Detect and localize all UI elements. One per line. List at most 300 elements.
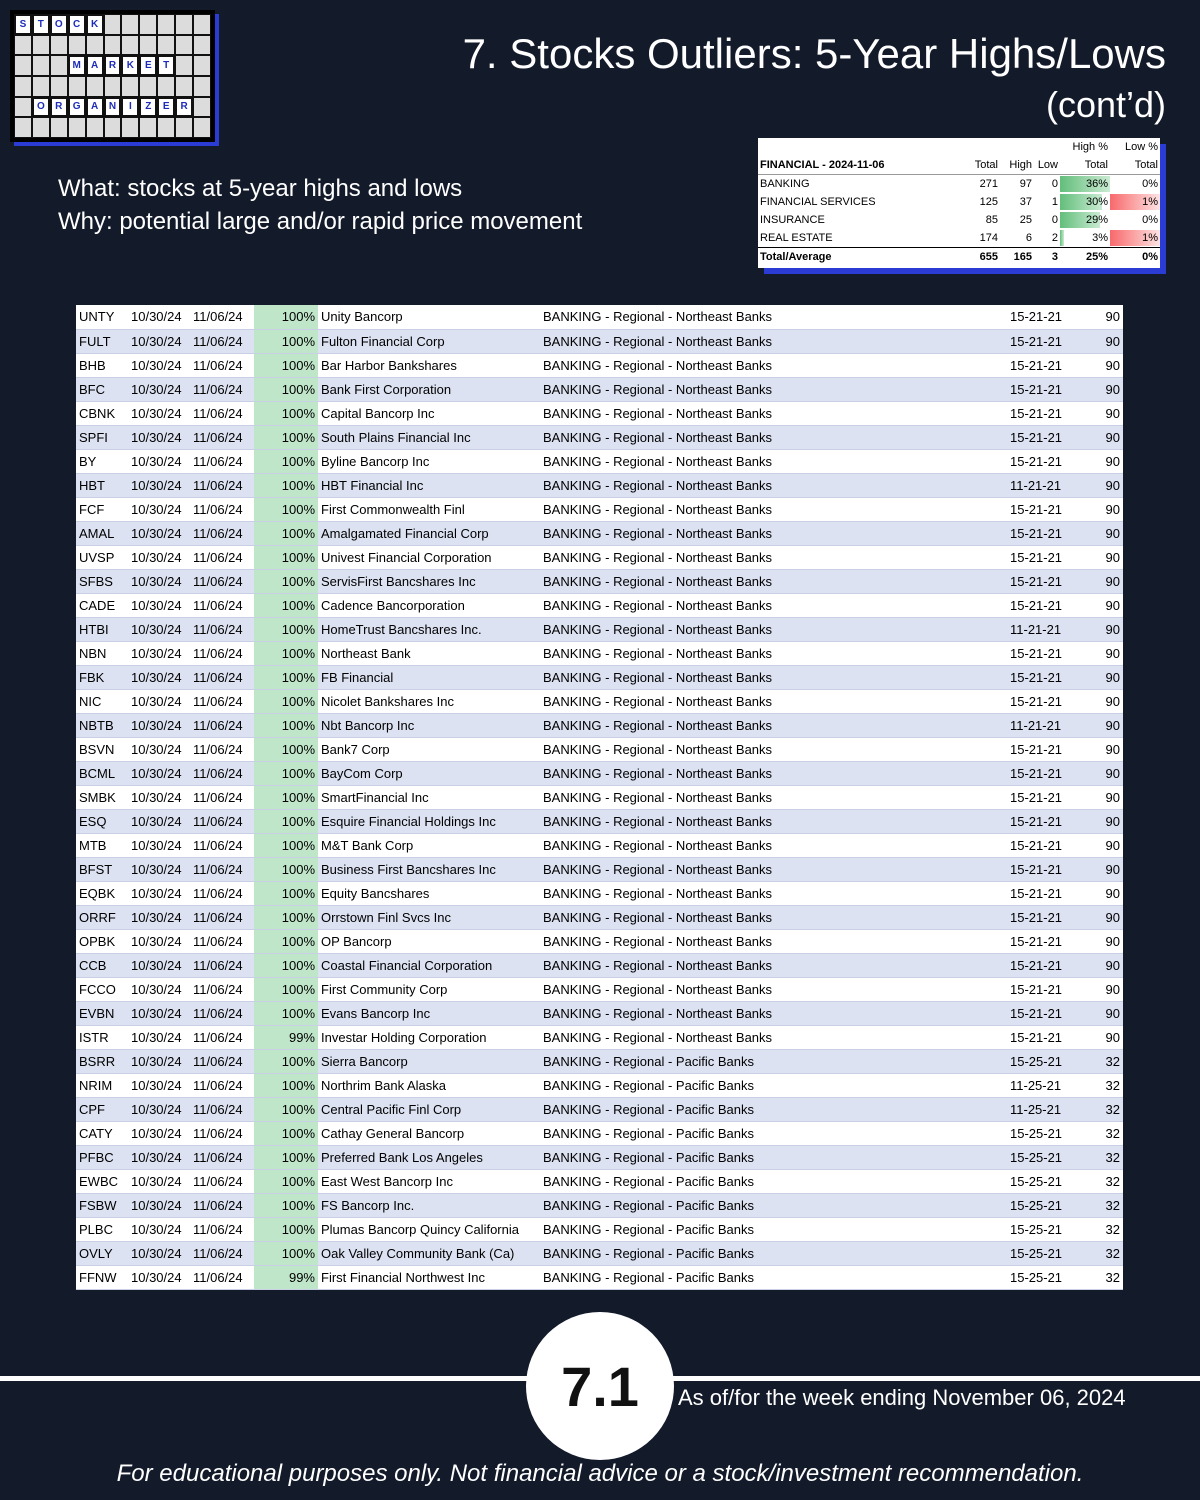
cell-code: 15-25-21 xyxy=(1008,1169,1078,1193)
summary-cell-name: FINANCIAL SERVICES xyxy=(760,196,876,209)
cell-industry: BANKING - Regional - Northeast Banks xyxy=(540,1001,1008,1025)
cell-code: 15-21-21 xyxy=(1008,641,1078,665)
cell-company: OP Bancorp xyxy=(318,929,540,953)
cell-industry: BANKING - Regional - Northeast Banks xyxy=(540,953,1008,977)
table-row xyxy=(76,521,1123,545)
cell-end-date: 11/06/24 xyxy=(190,1097,254,1121)
cell-ticker: HTBI xyxy=(76,617,128,641)
cell-start-date: 10/30/24 xyxy=(128,809,190,833)
table-row xyxy=(76,737,1123,761)
logo-cell xyxy=(193,97,211,118)
cell-end-date: 11/06/24 xyxy=(190,1169,254,1193)
cell-ticker: SMBK xyxy=(76,785,128,809)
logo-cell: E xyxy=(139,55,157,76)
cell-end-date: 11/06/24 xyxy=(190,497,254,521)
cell-pct: 100% xyxy=(254,449,318,473)
cell-pct: 100% xyxy=(254,929,318,953)
cell-code: 11-25-21 xyxy=(1008,1073,1078,1097)
table-row xyxy=(76,905,1123,929)
logo-cell xyxy=(32,117,50,138)
logo-cell xyxy=(139,14,157,35)
cell-company: Orrstown Finl Svcs Inc xyxy=(318,905,540,929)
summary-cell-low: 2 xyxy=(1051,232,1058,245)
cell-pct: 100% xyxy=(254,353,318,377)
table-row xyxy=(76,1145,1123,1169)
cell-industry: BANKING - Regional - Northeast Banks xyxy=(540,569,1008,593)
cell-score: 90 xyxy=(1078,761,1123,785)
cell-pct: 100% xyxy=(254,1145,318,1169)
summary-total-total: 655 xyxy=(948,248,1000,266)
cell-industry: BANKING - Regional - Northeast Banks xyxy=(540,641,1008,665)
cell-code: 15-21-21 xyxy=(1008,569,1078,593)
disclaimer: For educational purposes only. Not financial advice or a stock/investment recommendation. xyxy=(116,1460,1084,1487)
summary-total-high: 165 xyxy=(1000,248,1034,266)
page-title: 7. Stocks Outliers: 5-Year Highs/Lows xyxy=(462,30,1166,77)
table-row xyxy=(76,449,1123,473)
cell-end-date: 11/06/24 xyxy=(190,977,254,1001)
logo-cell xyxy=(175,117,193,138)
cell-company: Byline Bancorp Inc xyxy=(318,449,540,473)
cell-industry: BANKING - Regional - Northeast Banks xyxy=(540,425,1008,449)
cell-start-date: 10/30/24 xyxy=(128,473,190,497)
cell-industry: BANKING - Regional - Pacific Banks xyxy=(540,1145,1008,1169)
cell-end-date: 11/06/24 xyxy=(190,593,254,617)
logo-cell: R xyxy=(175,97,193,118)
summary-col-low-pct-top: Low % xyxy=(1124,141,1158,154)
cell-score: 90 xyxy=(1078,785,1123,809)
summary-cell-total: 125 xyxy=(979,196,998,209)
cell-pct: 100% xyxy=(254,761,318,785)
cell-score: 90 xyxy=(1078,977,1123,1001)
low-pct-value: 1% xyxy=(1142,196,1158,209)
cell-company: Plumas Bancorp Quincy California xyxy=(318,1217,540,1241)
cell-ticker: MTB xyxy=(76,833,128,857)
why-text: Why: potential large and/or rapid price movement xyxy=(58,208,583,235)
summary-cell-low: 1 xyxy=(1051,196,1058,209)
cell-company: Investar Holding Corporation xyxy=(318,1025,540,1049)
cell-pct: 100% xyxy=(254,689,318,713)
logo-cell xyxy=(104,35,122,56)
summary-col-low-pct: Total xyxy=(1110,156,1160,174)
table-row xyxy=(76,305,1123,329)
cell-company: Nicolet Bankshares Inc xyxy=(318,689,540,713)
table-row xyxy=(76,545,1123,569)
cell-end-date: 11/06/24 xyxy=(190,521,254,545)
cell-score: 90 xyxy=(1078,833,1123,857)
logo-cell xyxy=(50,55,68,76)
cell-start-date: 10/30/24 xyxy=(128,329,190,353)
cell-company: Fulton Financial Corp xyxy=(318,329,540,353)
cell-end-date: 11/06/24 xyxy=(190,713,254,737)
logo-cell xyxy=(86,76,104,97)
table-row xyxy=(76,833,1123,857)
cell-end-date: 11/06/24 xyxy=(190,665,254,689)
cell-industry: BANKING - Regional - Pacific Banks xyxy=(540,1073,1008,1097)
cell-code: 15-25-21 xyxy=(1008,1217,1078,1241)
cell-code: 15-21-21 xyxy=(1008,1025,1078,1049)
cell-score: 32 xyxy=(1078,1241,1123,1265)
cell-ticker: BSRR xyxy=(76,1049,128,1073)
cell-code: 15-25-21 xyxy=(1008,1193,1078,1217)
cell-company: Cathay General Bancorp xyxy=(318,1121,540,1145)
cell-company: Northeast Bank xyxy=(318,641,540,665)
cell-pct: 100% xyxy=(254,1169,318,1193)
cell-pct: 100% xyxy=(254,305,318,329)
cell-score: 90 xyxy=(1078,737,1123,761)
cell-ticker: ESQ xyxy=(76,809,128,833)
logo-cell: G xyxy=(68,97,86,118)
cell-industry: BANKING - Regional - Northeast Banks xyxy=(540,809,1008,833)
cell-start-date: 10/30/24 xyxy=(128,593,190,617)
cell-code: 15-21-21 xyxy=(1008,305,1078,329)
table-row xyxy=(76,857,1123,881)
cell-start-date: 10/30/24 xyxy=(128,833,190,857)
summary-cell-name: INSURANCE xyxy=(760,214,825,227)
summary-cell-high-pct xyxy=(1060,229,1110,247)
cell-code: 15-25-21 xyxy=(1008,1145,1078,1169)
summary-cell-high-pct xyxy=(1060,193,1110,211)
cell-ticker: EVBN xyxy=(76,1001,128,1025)
logo-cell xyxy=(14,35,32,56)
logo-cell: T xyxy=(32,14,50,35)
cell-score: 90 xyxy=(1078,377,1123,401)
low-pct-value: 0% xyxy=(1142,214,1158,227)
table-row xyxy=(76,1001,1123,1025)
cell-ticker: BSVN xyxy=(76,737,128,761)
cell-company: BayCom Corp xyxy=(318,761,540,785)
logo-cell xyxy=(121,76,139,97)
logo-cell xyxy=(193,55,211,76)
cell-industry: BANKING - Regional - Northeast Banks xyxy=(540,977,1008,1001)
cell-start-date: 10/30/24 xyxy=(128,785,190,809)
cell-end-date: 11/06/24 xyxy=(190,1121,254,1145)
cell-industry: BANKING - Regional - Pacific Banks xyxy=(540,1241,1008,1265)
logo-cell xyxy=(139,35,157,56)
table-row xyxy=(76,1121,1123,1145)
logo-cell: K xyxy=(121,55,139,76)
cell-company: Esquire Financial Holdings Inc xyxy=(318,809,540,833)
cell-ticker: CPF xyxy=(76,1097,128,1121)
logo-cell: A xyxy=(86,55,104,76)
cell-ticker: NIC xyxy=(76,689,128,713)
cell-start-date: 10/30/24 xyxy=(128,977,190,1001)
cell-score: 90 xyxy=(1078,641,1123,665)
table-row xyxy=(76,1241,1123,1265)
cell-end-date: 11/06/24 xyxy=(190,473,254,497)
table-row xyxy=(76,425,1123,449)
as-of-date: As of/for the week ending November 06, 2024 xyxy=(678,1385,1126,1410)
cell-start-date: 10/30/24 xyxy=(128,617,190,641)
logo-cell xyxy=(157,76,175,97)
table-row xyxy=(76,881,1123,905)
cell-pct: 100% xyxy=(254,905,318,929)
cell-industry: BANKING - Regional - Pacific Banks xyxy=(540,1193,1008,1217)
logo-cell xyxy=(32,35,50,56)
table-row xyxy=(76,977,1123,1001)
cell-industry: BANKING - Regional - Northeast Banks xyxy=(540,377,1008,401)
logo-cell xyxy=(121,117,139,138)
summary-cell-name: BANKING xyxy=(760,177,810,190)
cell-ticker: FSBW xyxy=(76,1193,128,1217)
cell-start-date: 10/30/24 xyxy=(128,857,190,881)
cell-start-date: 10/30/24 xyxy=(128,689,190,713)
cell-code: 15-21-21 xyxy=(1008,881,1078,905)
cell-pct: 100% xyxy=(254,329,318,353)
table-row xyxy=(76,617,1123,641)
cell-start-date: 10/30/24 xyxy=(128,953,190,977)
table-row xyxy=(76,1097,1123,1121)
cell-industry: BANKING - Regional - Northeast Banks xyxy=(540,713,1008,737)
table-row xyxy=(76,1265,1123,1289)
cell-company: Coastal Financial Corporation xyxy=(318,953,540,977)
cell-code: 15-21-21 xyxy=(1008,833,1078,857)
cell-pct: 100% xyxy=(254,1001,318,1025)
cell-score: 32 xyxy=(1078,1169,1123,1193)
logo-cell xyxy=(157,35,175,56)
logo-cell xyxy=(121,35,139,56)
cell-ticker: BHB xyxy=(76,353,128,377)
cell-start-date: 10/30/24 xyxy=(128,1145,190,1169)
cell-industry: BANKING - Regional - Pacific Banks xyxy=(540,1169,1008,1193)
description xyxy=(58,172,582,238)
logo-cell: E xyxy=(157,97,175,118)
cell-ticker: OVLY xyxy=(76,1241,128,1265)
logo-cell xyxy=(175,35,193,56)
cell-ticker: ORRF xyxy=(76,905,128,929)
cell-ticker: CBNK xyxy=(76,401,128,425)
summary-row xyxy=(758,211,1160,229)
logo-cell xyxy=(14,55,32,76)
cell-end-date: 11/06/24 xyxy=(190,1049,254,1073)
cell-end-date: 11/06/24 xyxy=(190,953,254,977)
logo-cell xyxy=(50,76,68,97)
cell-pct: 100% xyxy=(254,785,318,809)
table-row xyxy=(76,1193,1123,1217)
cell-code: 15-25-21 xyxy=(1008,1241,1078,1265)
logo-cell: R xyxy=(50,97,68,118)
summary-cell-high-pct xyxy=(1060,175,1110,193)
cell-pct: 100% xyxy=(254,977,318,1001)
cell-score: 90 xyxy=(1078,473,1123,497)
logo-cell xyxy=(139,117,157,138)
cell-code: 15-21-21 xyxy=(1008,929,1078,953)
cell-start-date: 10/30/24 xyxy=(128,737,190,761)
cell-pct: 100% xyxy=(254,1121,318,1145)
cell-industry: BANKING - Regional - Northeast Banks xyxy=(540,521,1008,545)
cell-code: 15-21-21 xyxy=(1008,785,1078,809)
cell-pct: 100% xyxy=(254,857,318,881)
summary-row xyxy=(758,193,1160,211)
cell-ticker: NBTB xyxy=(76,713,128,737)
cell-end-date: 11/06/24 xyxy=(190,689,254,713)
cell-pct: 100% xyxy=(254,641,318,665)
cell-ticker: SFBS xyxy=(76,569,128,593)
summary-cell-low-pct xyxy=(1110,175,1160,193)
cell-code: 15-21-21 xyxy=(1008,737,1078,761)
cell-end-date: 11/06/24 xyxy=(190,1073,254,1097)
cell-company: ServisFirst Bancshares Inc xyxy=(318,569,540,593)
cell-code: 15-21-21 xyxy=(1008,761,1078,785)
cell-code: 15-21-21 xyxy=(1008,1001,1078,1025)
cell-pct: 100% xyxy=(254,1193,318,1217)
cell-start-date: 10/30/24 xyxy=(128,1193,190,1217)
cell-code: 15-25-21 xyxy=(1008,1265,1078,1289)
cell-start-date: 10/30/24 xyxy=(128,1265,190,1289)
table-row xyxy=(76,689,1123,713)
summary-cell-high-pct xyxy=(1060,211,1110,229)
cell-industry: BANKING - Regional - Northeast Banks xyxy=(540,617,1008,641)
cell-score: 90 xyxy=(1078,593,1123,617)
cell-company: Oak Valley Community Bank (Ca) xyxy=(318,1241,540,1265)
cell-company: FB Financial xyxy=(318,665,540,689)
table-row xyxy=(76,953,1123,977)
cell-score: 90 xyxy=(1078,449,1123,473)
logo-cell xyxy=(86,35,104,56)
cell-score: 90 xyxy=(1078,305,1123,329)
cell-ticker: AMAL xyxy=(76,521,128,545)
cell-pct: 100% xyxy=(254,377,318,401)
logo-cell xyxy=(14,76,32,97)
cell-end-date: 11/06/24 xyxy=(190,761,254,785)
cell-company: Sierra Bancorp xyxy=(318,1049,540,1073)
cell-pct: 100% xyxy=(254,1097,318,1121)
cell-pct: 100% xyxy=(254,1217,318,1241)
logo-cell xyxy=(193,14,211,35)
cell-pct: 100% xyxy=(254,617,318,641)
cell-company: First Commonwealth Finl xyxy=(318,497,540,521)
cell-pct: 100% xyxy=(254,545,318,569)
cell-company: Business First Bancshares Inc xyxy=(318,857,540,881)
cell-industry: BANKING - Regional - Northeast Banks xyxy=(540,473,1008,497)
cell-start-date: 10/30/24 xyxy=(128,425,190,449)
cell-company: First Financial Northwest Inc xyxy=(318,1265,540,1289)
cell-end-date: 11/06/24 xyxy=(190,1265,254,1289)
cell-industry: BANKING - Regional - Pacific Banks xyxy=(540,1097,1008,1121)
cell-pct: 100% xyxy=(254,1073,318,1097)
summary-row xyxy=(758,175,1160,193)
cell-industry: BANKING - Regional - Northeast Banks xyxy=(540,857,1008,881)
cell-start-date: 10/30/24 xyxy=(128,1241,190,1265)
table-row xyxy=(76,377,1123,401)
cell-code: 15-25-21 xyxy=(1008,1121,1078,1145)
cell-end-date: 11/06/24 xyxy=(190,833,254,857)
page-subtitle: (cont’d) xyxy=(1045,84,1166,125)
logo-cell xyxy=(32,55,50,76)
cell-end-date: 11/06/24 xyxy=(190,1217,254,1241)
cell-score: 90 xyxy=(1078,809,1123,833)
table-row xyxy=(76,1169,1123,1193)
cell-code: 15-21-21 xyxy=(1008,809,1078,833)
summary-row xyxy=(758,229,1160,247)
cell-start-date: 10/30/24 xyxy=(128,1169,190,1193)
cell-company: Nbt Bancorp Inc xyxy=(318,713,540,737)
summary-col-low: Low xyxy=(1034,156,1060,174)
cell-company: East West Bancorp Inc xyxy=(318,1169,540,1193)
cell-end-date: 11/06/24 xyxy=(190,305,254,329)
cell-ticker: FULT xyxy=(76,329,128,353)
cell-pct: 100% xyxy=(254,593,318,617)
summary-cell-low: 0 xyxy=(1051,177,1058,190)
stock-market-organizer-logo xyxy=(10,10,215,142)
cell-industry: BANKING - Regional - Pacific Banks xyxy=(540,1217,1008,1241)
cell-industry: BANKING - Regional - Pacific Banks xyxy=(540,1265,1008,1289)
cell-code: 11-21-21 xyxy=(1008,617,1078,641)
cell-end-date: 11/06/24 xyxy=(190,569,254,593)
logo-cell xyxy=(14,117,32,138)
summary-cell-low: 0 xyxy=(1051,214,1058,227)
cell-start-date: 10/30/24 xyxy=(128,929,190,953)
cell-end-date: 11/06/24 xyxy=(190,785,254,809)
logo-cell xyxy=(68,35,86,56)
cell-pct: 99% xyxy=(254,1265,318,1289)
cell-company: Bank First Corporation xyxy=(318,377,540,401)
cell-end-date: 11/06/24 xyxy=(190,617,254,641)
cell-industry: BANKING - Regional - Northeast Banks xyxy=(540,833,1008,857)
logo-cell xyxy=(86,117,104,138)
cell-industry: BANKING - Regional - Northeast Banks xyxy=(540,449,1008,473)
cell-company: Amalgamated Financial Corp xyxy=(318,521,540,545)
cell-end-date: 11/06/24 xyxy=(190,1001,254,1025)
cell-pct: 100% xyxy=(254,425,318,449)
cell-end-date: 11/06/24 xyxy=(190,881,254,905)
what-text: What: stocks at 5-year highs and lows xyxy=(58,175,463,202)
cell-end-date: 11/06/24 xyxy=(190,641,254,665)
summary-header-top xyxy=(758,138,1160,156)
cell-code: 15-21-21 xyxy=(1008,521,1078,545)
cell-end-date: 11/06/24 xyxy=(190,929,254,953)
logo-cell: O xyxy=(32,97,50,118)
cell-score: 90 xyxy=(1078,545,1123,569)
low-pct-value: 0% xyxy=(1142,177,1158,190)
cell-ticker: BCML xyxy=(76,761,128,785)
cell-end-date: 11/06/24 xyxy=(190,449,254,473)
logo-cell xyxy=(139,76,157,97)
logo-letter-grid xyxy=(14,14,211,138)
cell-industry: BANKING - Regional - Northeast Banks xyxy=(540,665,1008,689)
cell-pct: 100% xyxy=(254,1049,318,1073)
cell-start-date: 10/30/24 xyxy=(128,449,190,473)
table-row xyxy=(76,1073,1123,1097)
cell-code: 11-25-21 xyxy=(1008,1097,1078,1121)
cell-pct: 100% xyxy=(254,497,318,521)
cell-code: 15-21-21 xyxy=(1008,329,1078,353)
summary-cell-high: 97 xyxy=(1019,177,1032,190)
cell-end-date: 11/06/24 xyxy=(190,401,254,425)
cell-company: Univest Financial Corporation xyxy=(318,545,540,569)
table-row xyxy=(76,353,1123,377)
summary-cell-name: REAL ESTATE xyxy=(760,232,833,245)
table-row xyxy=(76,809,1123,833)
table-row xyxy=(76,401,1123,425)
cell-code: 15-25-21 xyxy=(1008,1049,1078,1073)
logo-cell xyxy=(175,14,193,35)
summary-col-high-pct: Total xyxy=(1060,156,1110,174)
cell-score: 32 xyxy=(1078,1121,1123,1145)
cell-ticker: FCF xyxy=(76,497,128,521)
cell-ticker: EQBK xyxy=(76,881,128,905)
cell-score: 90 xyxy=(1078,953,1123,977)
cell-ticker: BY xyxy=(76,449,128,473)
cell-end-date: 11/06/24 xyxy=(190,857,254,881)
cell-ticker: UVSP xyxy=(76,545,128,569)
sector-summary-table xyxy=(758,138,1160,268)
cell-score: 32 xyxy=(1078,1049,1123,1073)
cell-company: Bank7 Corp xyxy=(318,737,540,761)
cell-company: HomeTrust Bancshares Inc. xyxy=(318,617,540,641)
summary-total-high-pct: 25% xyxy=(1060,248,1110,266)
logo-cell xyxy=(157,14,175,35)
logo-cell: R xyxy=(104,55,122,76)
